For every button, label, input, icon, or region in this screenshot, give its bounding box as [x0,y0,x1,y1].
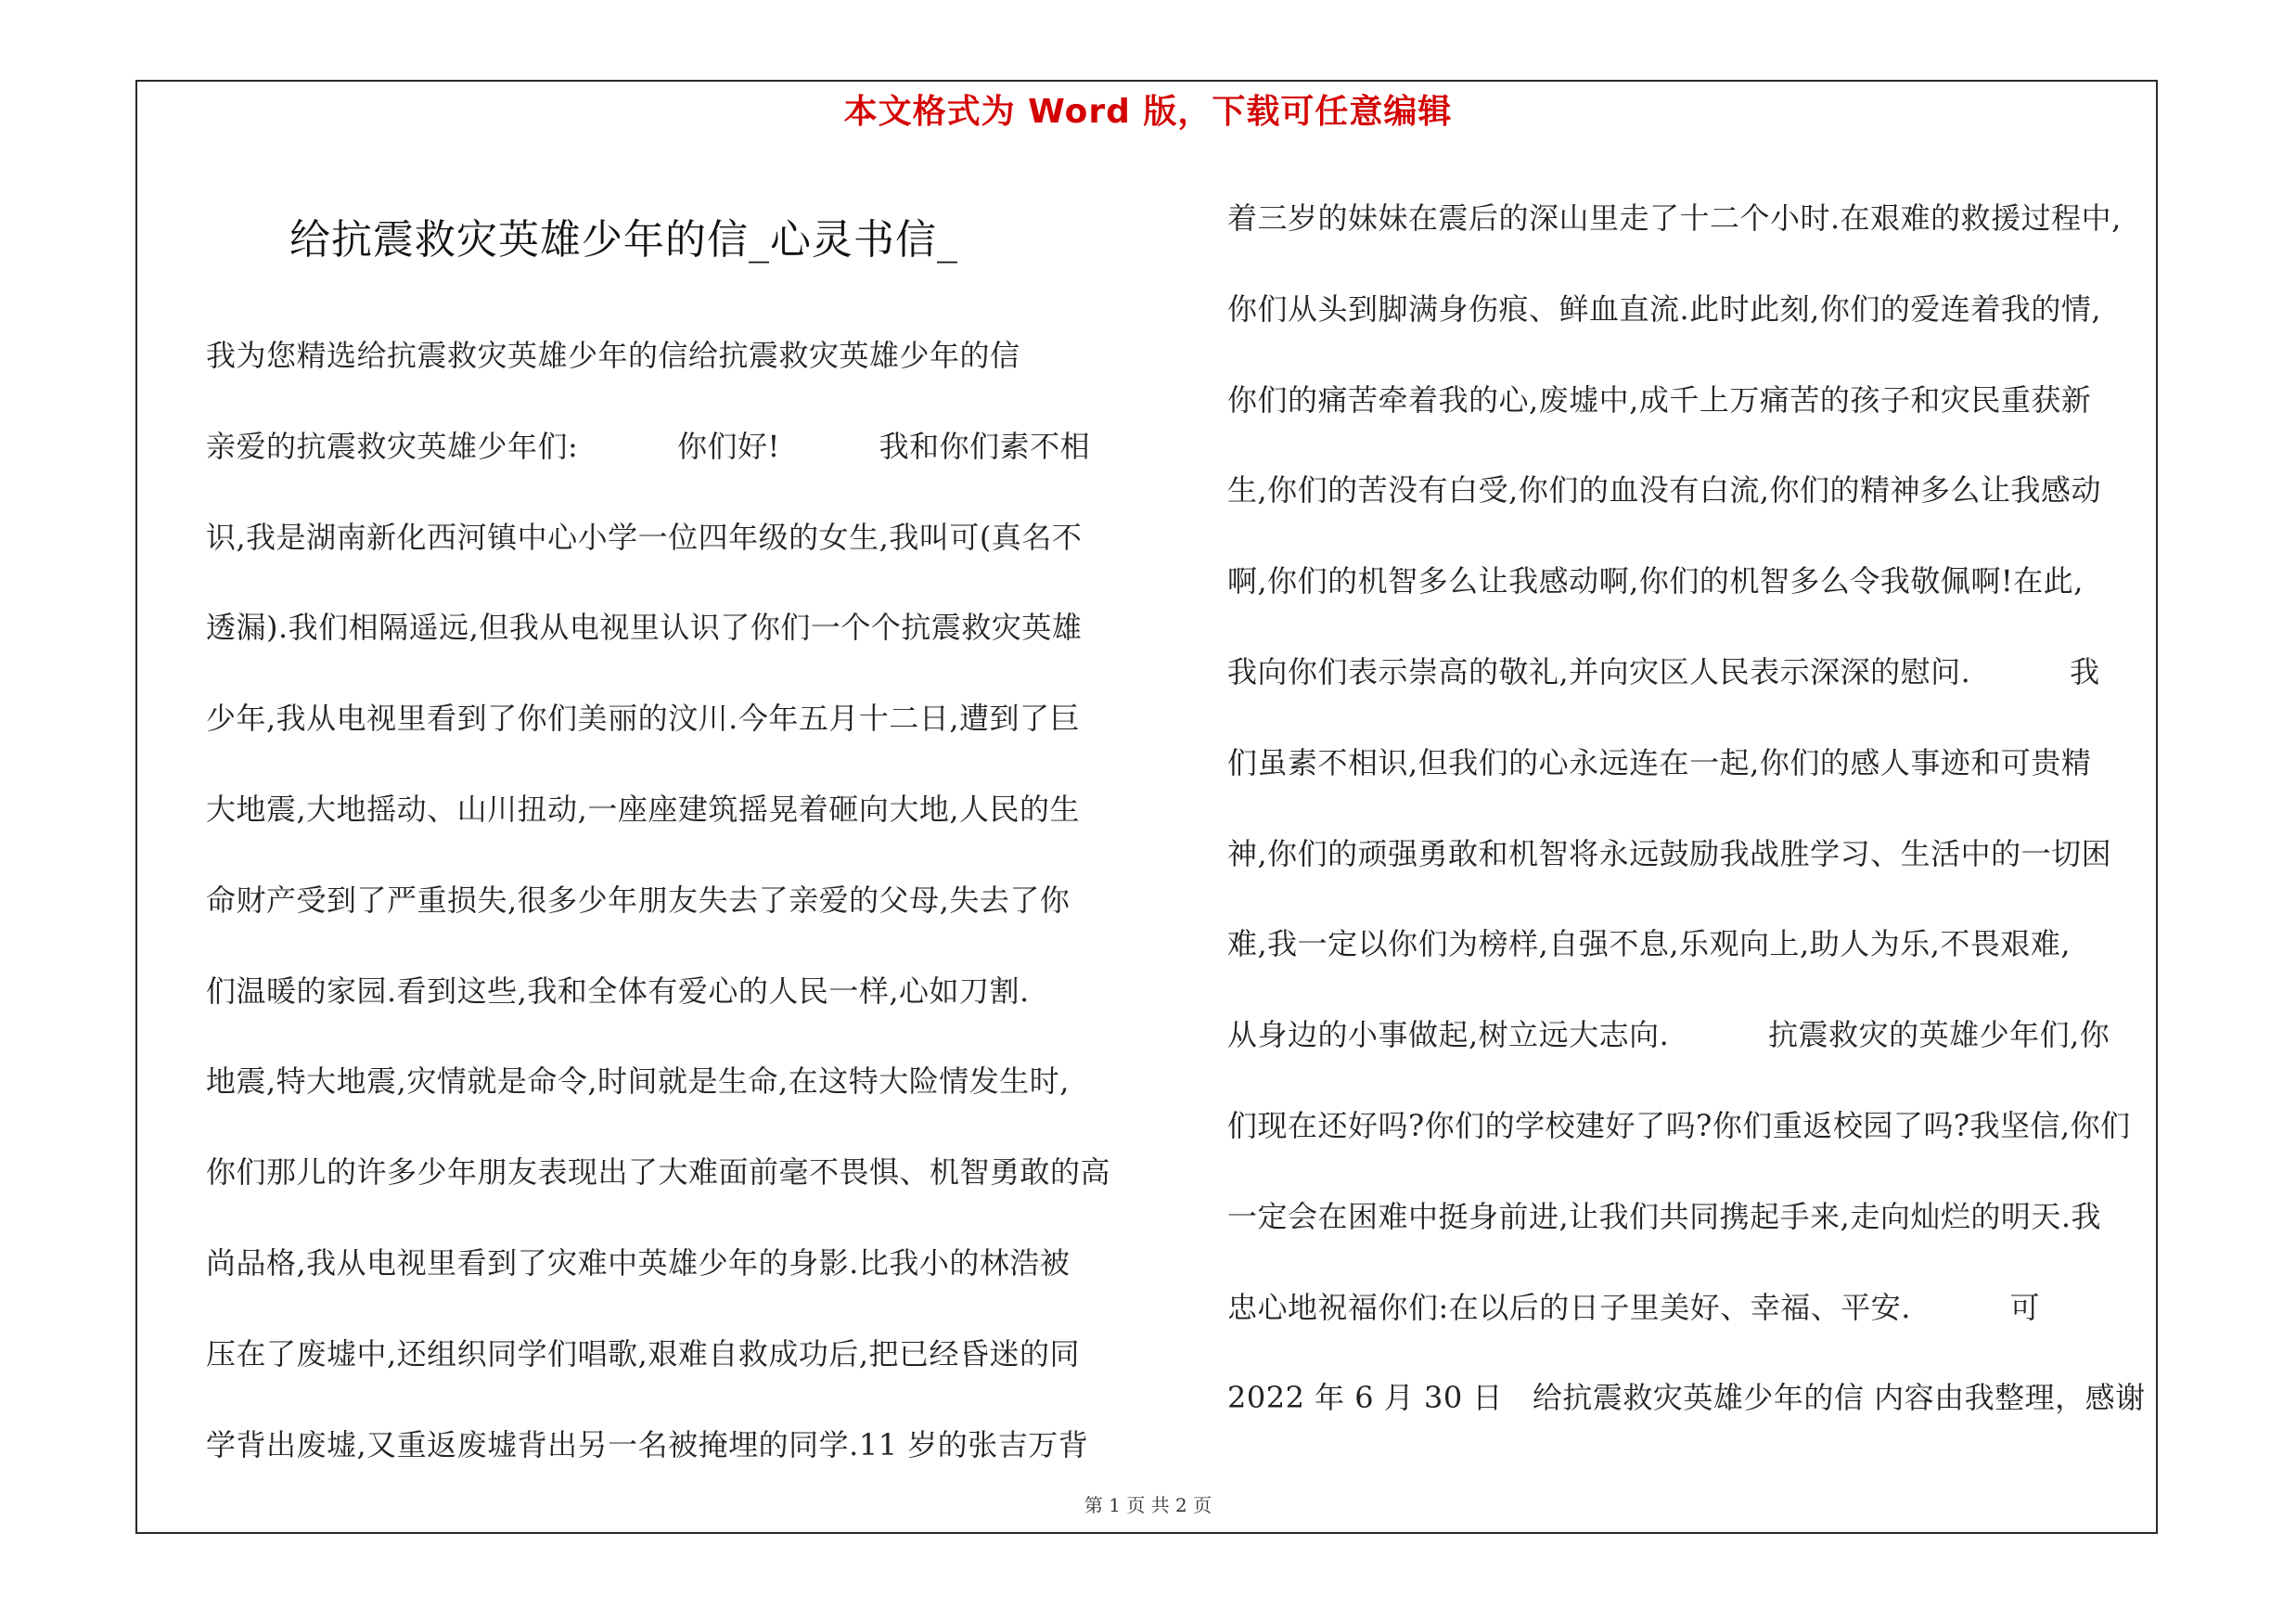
body-line: 亲爱的抗震救灾英雄少年们: 你们好! 我和你们素不相 [206,428,1091,464]
body-line: 地震,特大地震,灾情就是命令,时间就是生命,在这特大险情发生时, [206,1063,1070,1100]
body-line: 少年,我从电视里看到了你们美丽的汶川.今年五月十二日,遭到了巨 [206,701,1081,737]
body-line: 2022 年 6 月 30 日 给抗震救灾英雄少年的信 内容由我整理，感谢 [1227,1380,2146,1416]
document-title: 给抗震救灾英雄少年的信_心灵书信_ [289,216,958,264]
body-line: 我向你们表示崇高的敬礼,并向灾区人民表示深深的慰问. 我 [1227,654,2100,689]
body-line: 神,你们的顽强勇敢和机智将永远鼓励我战胜学习、生活中的一切困 [1227,835,2112,871]
body-line: 命财产受到了严重损失,很多少年朋友失去了亲爱的父母,失去了你 [206,882,1071,918]
body-line: 识,我是湖南新化西河镇中心小学一位四年级的女生,我叫可(真名不 [206,519,1083,555]
body-line: 你们那儿的许多少年朋友表现出了大难面前毫不畏惧、机智勇敢的高 [206,1154,1111,1191]
body-line: 难,我一定以你们为榜样,自强不息,乐观向上,助人为乐,不畏艰难, [1227,926,2072,962]
format-banner: 本文格式为 Word 版，下载可任意编辑 [843,93,1453,131]
body-line: 们现在还好吗?你们的学校建好了吗?你们重返校园了吗?我坚信,你们 [1227,1108,2131,1143]
body-line: 着三岁的妹妹在震后的深山里走了十二个小时.在艰难的救援过程中, [1227,200,2122,236]
body-line: 你们从头到脚满身伤痕、鲜血直流.此时此刻,你们的爱连着我的情, [1227,290,2102,327]
body-line: 学背出废墟,又重返废墟背出另一名被掩埋的同学.11 岁的张吉万背 [206,1426,1089,1462]
body-line: 啊,你们的机智多么让我感动啊,你们的机智多么令我敬佩啊!在此, [1227,563,2084,599]
body-line: 们温暖的家园.看到这些,我和全体有爱心的人民一样,心如刀割. [206,973,1030,1009]
body-line: 压在了废墟中,还组织同学们唱歌,艰难自救成功后,把已经昏迷的同 [206,1335,1081,1372]
body-line: 从身边的小事做起,树立远大志向. 抗震救灾的英雄少年们,你 [1227,1017,2110,1053]
body-line: 大地震,大地摇动、山川扭动,一座座建筑摇晃着砸向大地,人民的生 [206,792,1081,827]
body-line: 尚品格,我从电视里看到了灾难中英雄少年的身影.比我小的林浩被 [206,1245,1071,1281]
body-line: 一定会在困难中挺身前进,让我们共同携起手来,走向灿烂的明天.我 [1227,1198,2102,1234]
body-line: 们虽素不相识,但我们的心永远连在一起,你们的感人事迹和可贵精 [1227,744,2092,780]
body-line: 忠心地祝福你们:在以后的日子里美好、幸福、平安. 可 [1227,1289,2041,1325]
page-number-footer: 第 1 页 共 2 页 [1084,1494,1212,1516]
body-line: 透漏).我们相隔遥远,但我从电视里认识了你们一个个抗震救灾英雄 [206,610,1083,646]
body-line: 我为您精选给抗震救灾英雄少年的信给抗震救灾英雄少年的信 [206,338,1020,373]
body-line: 生,你们的苦没有白受,你们的血没有白流,你们的精神多么让我感动 [1227,472,2102,509]
body-line: 你们的痛苦牵着我的心,废墟中,成千上万痛苦的孩子和灾民重获新 [1227,381,2092,418]
